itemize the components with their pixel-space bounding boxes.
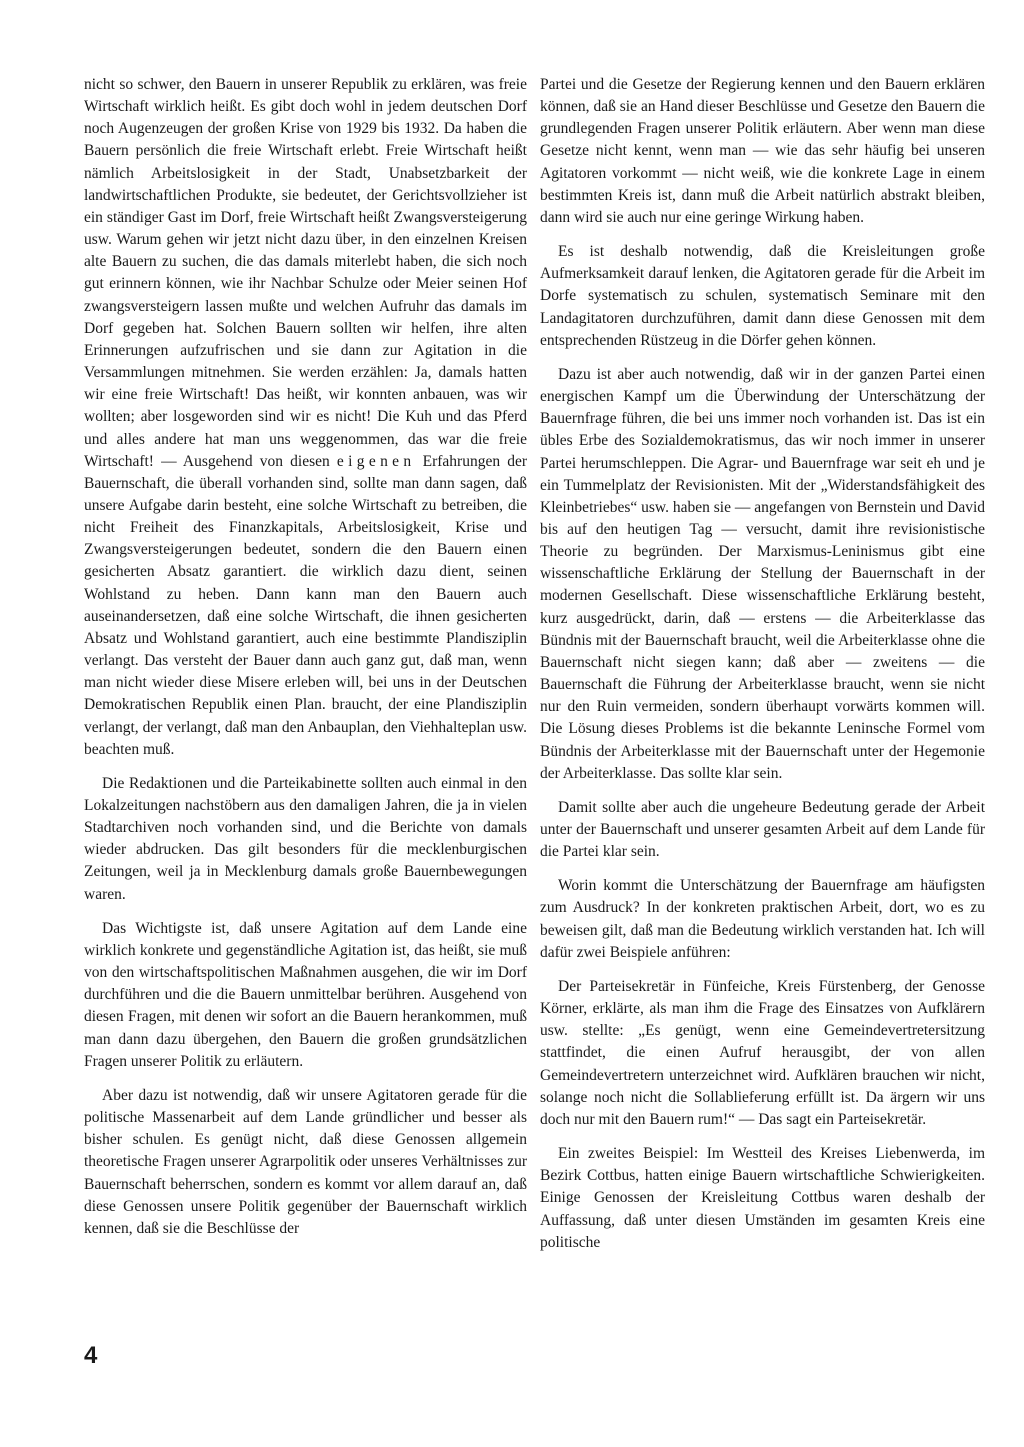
paragraph-editorial-offices: Die Redaktionen und die Parteikabinette sollten auch einmal in den Lokalzeitungen nachstöbern aus den damaligen Jahren, die ja in vielen Stadtarchiven noch vorhanden sind, und die Berichte von damals wieder abdrucken. Das gilt besonders für die mecklenburgischen Zeitungen, weil ja in Mecklenburg damals große Bauernbewegungen waren. <box>84 774 527 903</box>
paragraph-example-liebenwerda: Ein zweites Beispiel: Im Westteil des Kreises Liebenwerda, im Bezirk Cottbus, hatten einige Bauern wirtschaftliche Schwierigkeiten. Einige Genossen der Kreisleitung Cottbus waren deshalb der Auffassung, daß unter diesen Umständen im gesamten Kreis eine politische <box>540 1145 985 1251</box>
paragraph-underestimation: Dazu ist aber auch notwendig, daß wir in der ganzen Partei einen energischen Kampf um die Überwindung der Unterschätzung der Bauernfrage führen, die bei uns immer noch vorhanden ist. Das ist ein übles Erbe des Sozialdemokratismus, das wir noch immer in unserer Partei herumschleppen. Die Agrar- und Bauernfrage war seit eh und je ein Tummelplatz der Revisionisten. Mit der „Widerstandsfähigkeit des Kleinbetriebes“ usw. haben sie — angefangen von Bernstein und David bis auf den heutigen Tag — versucht, damit ihre revisionistische Theorie zu begründen. Der Marxismus-Leninismus gibt eine wissenschaftliche Erklärung der Stellung der Bauernschaft in der modernen Gesellschaft. Diese wissenschaftliche Erklärung besteht, kurz ausgedrückt, darin, daß — erstens — die Arbeiterklasse das Bündnis mit der Bauernschaft braucht, weil die Arbeiterklasse ohne die Bauernschaft nicht siegen kann; daß aber — zweitens — die Bauernschaft die Führung der Arbeiterklasse braucht, wenn sie nicht nur den Ruin vermeiden, sondern überhaupt vorwärts kommen will. Die Lösung dieses Problems ist die bekannte Leninsche Formel vom Bündnis der Arbeiterklasse mit der Bauernschaft unter der Hegemonie der Arbeiterklasse. Das sollte klar sein. <box>540 365 985 782</box>
paragraph-district-leaderships: Es ist deshalb notwendig, daß die Kreisleitungen große Aufmerksamkeit darauf lenken, die Agitatoren gerade für die Arbeit im Dorfe systematisch zu schulen, systematisch Seminare mit den Landagitatoren durchzuführen, damit dann diese Genossen mit dem entsprechenden Rüstzeug in die Dörfer gehen können. <box>540 243 985 349</box>
right-column <box>540 74 985 1266</box>
paragraph-party-laws: Partei und die Gesetze der Regierung kennen und den Bauern erklären können, daß sie an Hand dieser Beschlüsse und Gesetze den Bauern die grundlegenden Fragen unserer Politik erläutern. Aber wenn man diese Gesetze nicht kennt, wenn man — wie das sehr häufig bei unseren Agitatoren vorkommt — nicht weiß, wie die konkrete Lage in einem bestimmten Kreis ist, dann muß die Arbeit natürlich abstrakt bleiben, dann wird sie auch nur eine geringe Wirkung haben. <box>540 76 985 226</box>
left-column <box>84 74 527 1252</box>
paragraph-training-agitators: Aber dazu ist notwendig, daß wir unsere Agitatoren gerade für die politische Massenarbeit auf dem Lande gründlicher und besser als bisher schulen. Es genügt nicht, daß diese Genossen allgemein theoretische Fragen unserer Agrarpolitik oder unseres Verhältnisses zur Bauernschaft beherrschen, sondern es kommt vor allem darauf an, daß diese Genossen unsere Politik gegenüber der Bauernschaft wirklich kennen, daß sie die Beschlüsse der <box>84 1086 527 1237</box>
paragraph-text: Erfahrungen der Bauernschaft, die überall vorhanden sind, sollte man dann sagen, daß unsere Aufgabe darin besteht, eine solche Wirtschaft zu betreiben, die nicht Freiheit des Finanzkapitals, Arbeitslosigkeit, Krise und Zwangsversteigerungen bedeutet, sondern die den Bauern einen gesicherten Absatz garantiert. die wirklich dazu dient, seinen Wohlstand zu heben. Dann kann man den Bauern auch auseinandersetzen, daß eine solche Wirtschaft, die ihnen gesicherten Absatz und Wohlstand garantiert, auch eine bestimmte Plandisziplin verlangt. Das versteht der Bauer dann auch ganz gut, daß man, wenn man nicht wieder diese Misere erleben will, bei uns in der Deutschen Demokratischen Republik einen Plan. braucht, der eine Plandisziplin verlangt, der verlangt, daß man den Anbauplan, den Viehhalteplan usw. beachten muß. <box>84 452 528 758</box>
paragraph-examples-intro: Worin kommt die Unterschätzung der Bauernfrage am häufigsten zum Ausdruck? In der konkreten praktischen Arbeit, dort, wo es zu beweisen gilt, daß man die Bedeutung wirklich verstanden hat. Ich will dafür zwei Beispiele anführen: <box>540 877 985 961</box>
paragraph-importance: Damit sollte aber auch die ungeheure Bedeutung gerade der Arbeit unter der Bauernschaft und unserer gesamten Arbeit auf dem Lande für die Partei klar sein. <box>540 798 985 861</box>
paragraph-concrete-agitation: Das Wichtigste ist, daß unsere Agitation auf dem Lande eine wirklich konkrete und gegenständliche Agitation ist, das heißt, sie muß von den wirtschaftspolitischen Maßnahmen ausgehen, die wir im Dorf durchführen und die die Bauern unmittelbar berühren. Ausgehend von diesen Fragen, mit denen wir sofort an die Bauern herankommen, muß man dann dazu übergehen, den Bauern die großen grundsätzlichen Fragen unserer Politik zu erläutern. <box>84 919 527 1070</box>
paragraph-text: nicht so schwer, den Bauern in unserer Republik zu erklären, was freie Wirtschaft wirklich heißt. Es gibt doch wohl in jedem deutschen Dorf noch Augenzeugen der großen Krise von 1929 bis 1932. Da haben die Bauern persönlich die freie Wirtschaft erlebt. Freie Wirtschaft heißt nämlich Arbeitslosigkeit in der Stadt, Unabsetzbarkeit der landwirtschaftlichen Produkte, sie bedeutet, der Gerichtsvollzieher ist ein ständiger Gast im Dorf, freie Wirtschaft heißt Zwangsversteigerung usw. Warum gehen wir jetzt nicht dazu über, in den einzelnen Kreisen alte Bauern zu suchen, die das damals miterlebt haben, die sich noch gut erinnern können, wie ihr Nachbar Schulze oder Meier seinen Hof zwangsversteigern lassen mußte und welchen Aufruhr das damals im Dorf gegeben hat. Solchen Bauern sollten wir helfen, ihre alten Erinnerungen aufzufrischen und sie dann zur Agitation in die Versammlungen mitnehmen. Sie werden erzählen: Ja, damals hatten wir eine freie Wirtschaft! Das heißt, wir konnten anbauen, was wir wollten; aber losgeworden sind wir es nicht! Die Kuh und das Pferd und alles andere hat man uns weggenommen, das war die freie Wirtschaft! — Ausgehend von diesen <box>84 76 527 470</box>
page-number: 4 <box>84 1342 98 1369</box>
emphasized-word: eigenen <box>336 452 416 470</box>
paragraph-free-economy <box>84 74 527 761</box>
paragraph-example-fuenfeiche: Der Parteisekretär in Fünfeiche, Kreis Fürstenberg, der Genosse Körner, erklärte, als man ihm die Frage des Einsatzes von Aufklärern usw. stellte: „Es genügt, wenn eine Gemeindevertretersitzung stattfindet, die einen Aufruf herausgibt, der von allen Gemeindevertretern unterzeichnet wird. Aufklären brauchen wir nicht, solange noch nicht die Sollablieferung erfüllt ist. Da ärgern wir uns doch nur mit den Bauern rum!“ — Das sagt ein Parteisekretär. <box>540 977 985 1128</box>
